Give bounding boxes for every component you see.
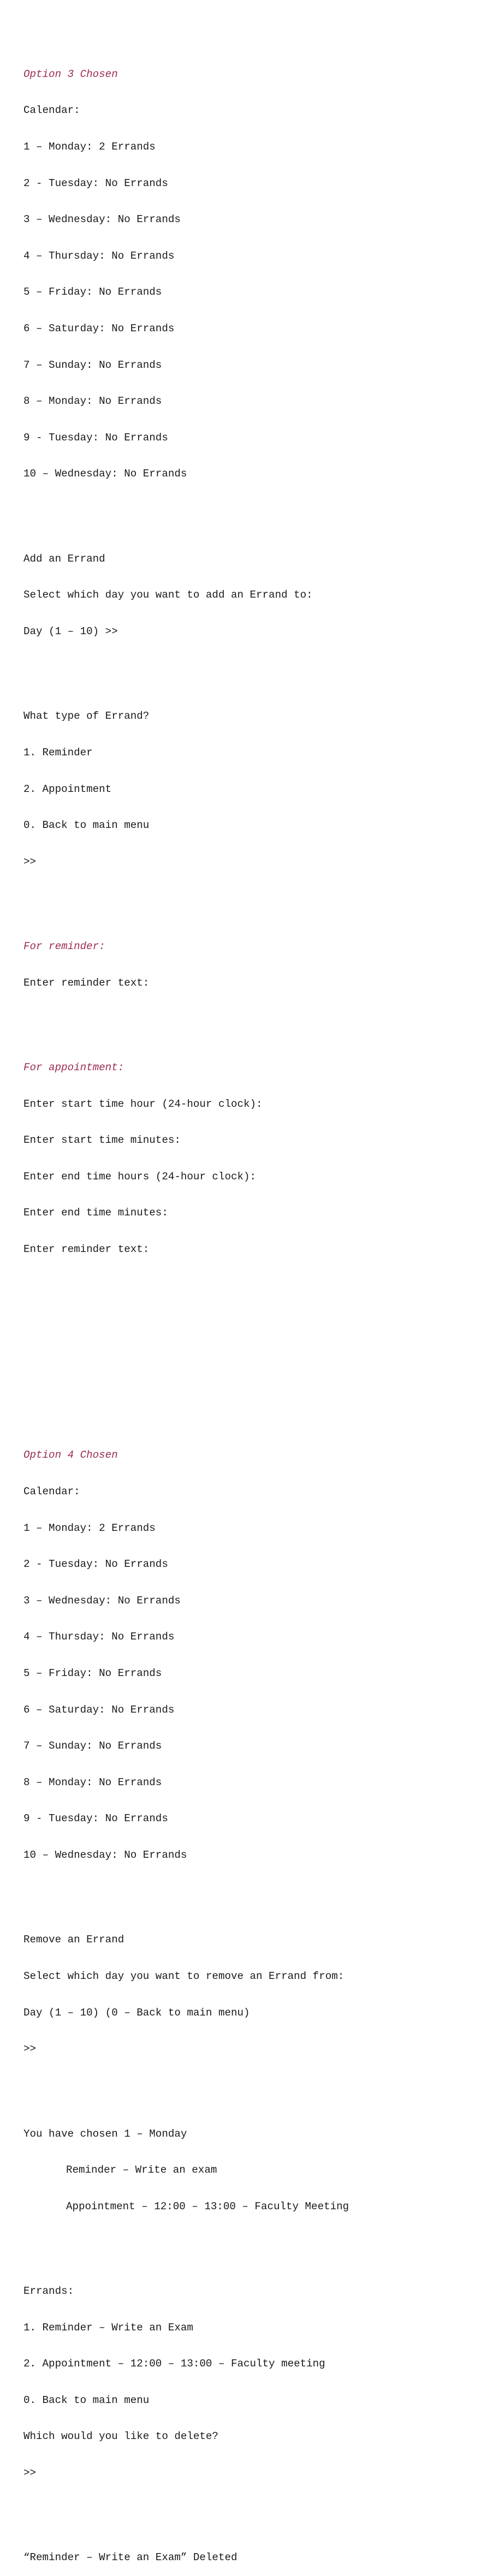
- chosen-errand-detail: Reminder – Write an exam: [66, 2164, 217, 2177]
- day-prompt: Day (1 – 10) (0 – Back to main menu): [23, 2006, 250, 2019]
- blank-line: [23, 1280, 349, 1292]
- calendar-day-line: 10 – Wednesday: No Errands: [23, 468, 187, 480]
- blank-line: [23, 1886, 349, 1898]
- errand-option: 0. Back to main menu: [23, 2394, 150, 2406]
- remove-errand-title: Remove an Errand: [23, 1934, 124, 1946]
- errand-option: 1. Reminder – Write an Exam: [23, 2321, 193, 2334]
- blank-line: [23, 2237, 349, 2249]
- calendar-day-line: 4 – Thursday: No Errands: [23, 249, 175, 262]
- appointment-prompt: Enter start time minutes:: [23, 1134, 181, 1147]
- day-prompt: Day (1 – 10) >>: [23, 625, 118, 637]
- calendar-day-line: 5 – Friday: No Errands: [23, 286, 162, 299]
- calendar-day-line: 9 - Tuesday: No Errands: [23, 431, 168, 444]
- option-3-heading: Option 3 Chosen: [23, 68, 118, 80]
- appointment-prompt: Enter start time hour (24-hour clock):: [23, 1098, 263, 1110]
- errand-type-option: 1. Reminder: [23, 746, 93, 759]
- appointment-heading: For appointment:: [23, 1062, 124, 1074]
- calendar-day-line: 9 - Tuesday: No Errands: [23, 1812, 168, 1825]
- calendar-day-line: 5 – Friday: No Errands: [23, 1667, 162, 1679]
- chosen-errand-detail: Appointment – 12:00 – 13:00 – Faculty Meeting: [66, 2200, 349, 2213]
- calendar-day-line: 6 – Saturday: No Errands: [23, 1703, 175, 1716]
- appointment-prompt: Enter end time hours (24-hour clock):: [23, 1170, 257, 1183]
- errand-option: 2. Appointment – 12:00 – 13:00 – Faculty meeting: [23, 2358, 325, 2370]
- chosen-day-line: You have chosen 1 – Monday: [23, 2127, 187, 2140]
- calendar-label: Calendar:: [23, 104, 80, 117]
- deleted-message: “Reminder – Write an Exam” Deleted: [23, 2551, 237, 2564]
- calendar-day-line: 1 – Monday: 2 Errands: [23, 1522, 156, 1534]
- blank-line: [23, 662, 349, 674]
- errand-type-option: 2. Appointment: [23, 783, 112, 795]
- calendar-day-line: 8 – Monday: No Errands: [23, 1776, 162, 1788]
- blank-line: [23, 1352, 349, 1364]
- calendar-day-line: 6 – Saturday: No Errands: [23, 322, 175, 335]
- appointment-prompt: Enter reminder text:: [23, 1243, 150, 1256]
- blank-line: [23, 2079, 349, 2091]
- calendar-day-line: 1 – Monday: 2 Errands: [23, 141, 156, 153]
- errand-type-question: What type of Errand?: [23, 710, 150, 723]
- calendar-day-line: 7 – Sunday: No Errands: [23, 1740, 162, 1752]
- blank-line: [23, 1316, 349, 1328]
- blank-line: [23, 1013, 349, 1025]
- blank-line: [23, 892, 349, 904]
- add-errand-title: Add an Errand: [23, 552, 105, 565]
- blank-line: [23, 1388, 349, 1400]
- calendar-day-line: 4 – Thursday: No Errands: [23, 1631, 175, 1643]
- blank-line: [23, 2503, 349, 2515]
- calendar-label: Calendar:: [23, 1486, 80, 1498]
- blank-line: [23, 504, 349, 516]
- errand-type-option: 0. Back to main menu: [23, 819, 150, 832]
- select-day-instruction: Select which day you want to add an Errand to:: [23, 589, 313, 601]
- calendar-day-line: 8 – Monday: No Errands: [23, 395, 162, 408]
- input-prompt: >>: [23, 2043, 37, 2055]
- calendar-day-line: 2 - Tuesday: No Errands: [23, 177, 168, 189]
- calendar-day-line: 7 – Sunday: No Errands: [23, 359, 162, 371]
- select-day-instruction: Select which day you want to remove an Errand from:: [23, 1970, 345, 1982]
- appointment-prompt: Enter end time minutes:: [23, 1207, 168, 1219]
- input-prompt: >>: [23, 855, 37, 868]
- errands-label: Errands:: [23, 2285, 74, 2298]
- reminder-text-prompt: Enter reminder text:: [23, 976, 150, 989]
- calendar-day-line: 3 – Wednesday: No Errands: [23, 1594, 181, 1607]
- calendar-day-line: 2 - Tuesday: No Errands: [23, 1558, 168, 1571]
- calendar-day-line: 3 – Wednesday: No Errands: [23, 213, 181, 226]
- reminder-heading: For reminder:: [23, 940, 105, 953]
- input-prompt: >>: [23, 2467, 37, 2479]
- console-transcript: [23, 20, 349, 2576]
- delete-question: Which would you like to delete?: [23, 2430, 218, 2443]
- calendar-day-line: 10 – Wednesday: No Errands: [23, 1848, 187, 1861]
- option-4-heading: Option 4 Chosen: [23, 1449, 118, 1462]
